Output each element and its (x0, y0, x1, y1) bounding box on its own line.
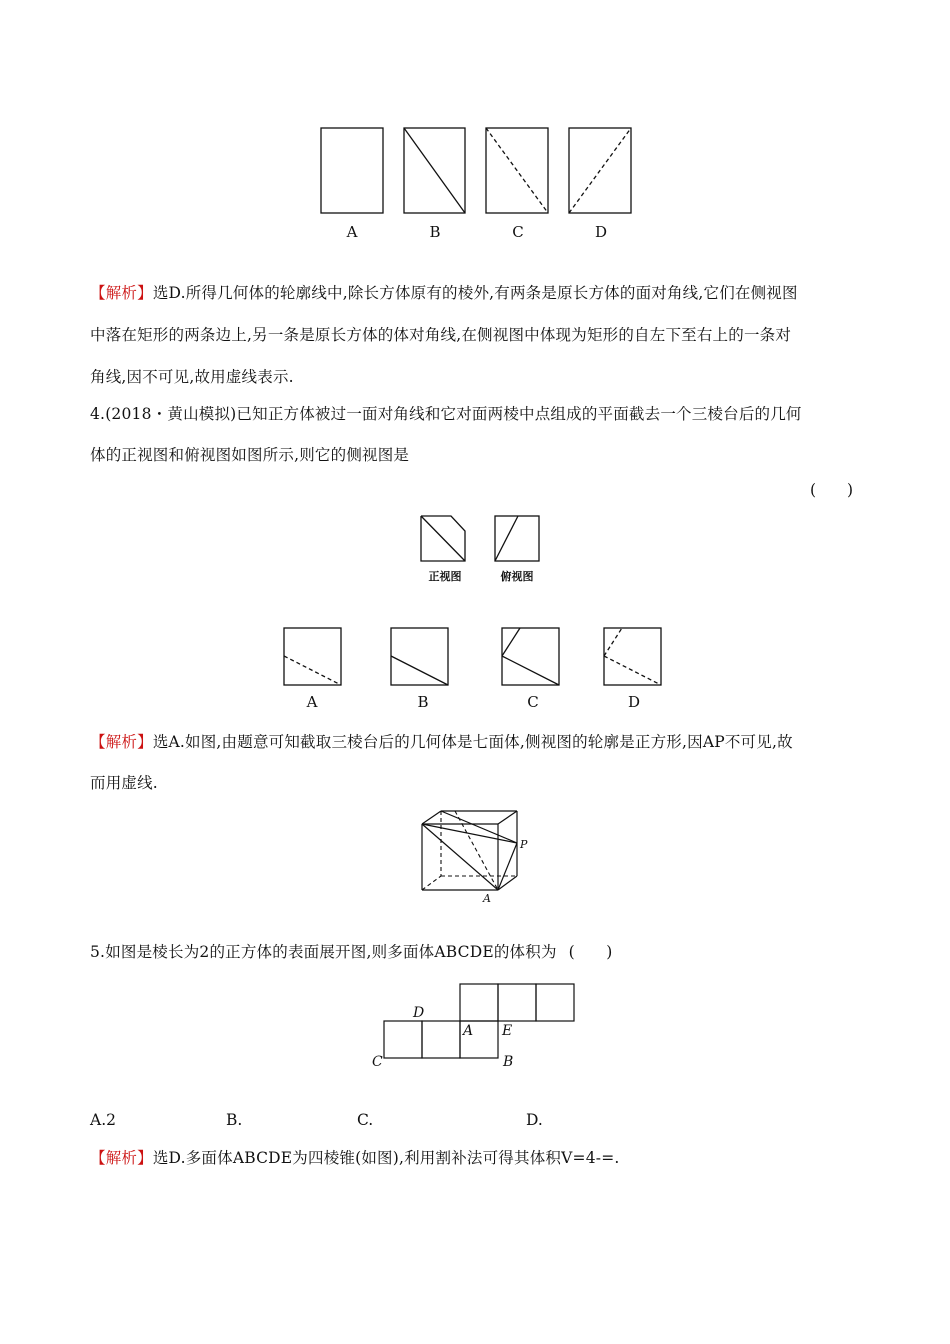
fig1-label-a: A (346, 223, 358, 241)
net-label-d: D (413, 1005, 425, 1021)
q4-label-a: A (306, 693, 318, 711)
fig1-label-d: D (594, 223, 608, 241)
analysis5-text: 选D.多面体ABCDE为四棱锥(如图),利用割补法可得其体积V=4-=. (152, 1149, 620, 1167)
analysis-tag: 【解析】 (90, 733, 153, 751)
fig1-label-b: B (429, 223, 441, 241)
q4-label-b: B (417, 693, 429, 711)
question4-answer-paren: ( ) (810, 481, 854, 499)
fig1-label-c: C (512, 223, 524, 241)
net-label-e: E (502, 1023, 513, 1039)
net-label-c: C (372, 1054, 383, 1070)
analysis4-line-2: 而用虚线. (90, 774, 158, 792)
net-label-a: A (463, 1023, 474, 1039)
cube-label-a: A (483, 892, 491, 905)
net-label-b: B (503, 1054, 514, 1070)
q5-option-c: C. (357, 1111, 374, 1129)
analysis3-line-2: 中落在矩形的两条边上,另一条是原长方体的体对角线,在侧视图中体现为矩形的自左下至右上的一条对 (90, 326, 792, 344)
top-view-label: 俯视图 (500, 570, 534, 583)
analysis4-text-1: 选A.如图,由题意可知截取三棱台后的几何体是七面体,侧视图的轮廓是正方形,因AP不可见,故 (152, 733, 793, 751)
front-view-label: 正视图 (428, 570, 462, 583)
q5-option-b: B. (226, 1111, 243, 1129)
analysis-tag: 【解析】 (90, 1149, 153, 1167)
cube-label-p: P (520, 838, 528, 851)
q5-option-a: A.2 (90, 1111, 116, 1129)
question5-stem: 5.如图是棱长为2的正方体的表面展开图,则多面体ABCDE的体积为 (90, 943, 557, 961)
analysis3-text-1: 选D.所得几何体的轮廓线中,除长方体原有的棱外,有两条是原长方体的面对角线,它们在侧视图 (152, 284, 798, 302)
question4-line-2: 体的正视图和俯视图如图所示,则它的侧视图是 (90, 446, 410, 464)
question5-answer-paren: ( ) (568, 943, 613, 961)
q5-option-d: D. (526, 1111, 543, 1129)
analysis-tag: 【解析】 (90, 284, 153, 302)
analysis3-line-3: 角线,因不可见,故用虚线表示. (90, 368, 294, 386)
question4-line-1: 4.(2018・黄山模拟)已知正方体被过一面对角线和它对面两棱中点组成的平面截去一个三棱台后的几何 (90, 405, 802, 423)
q4-label-d: D (627, 693, 641, 711)
q4-label-c: C (527, 693, 539, 711)
analysis5-line (90, 1148, 620, 1168)
